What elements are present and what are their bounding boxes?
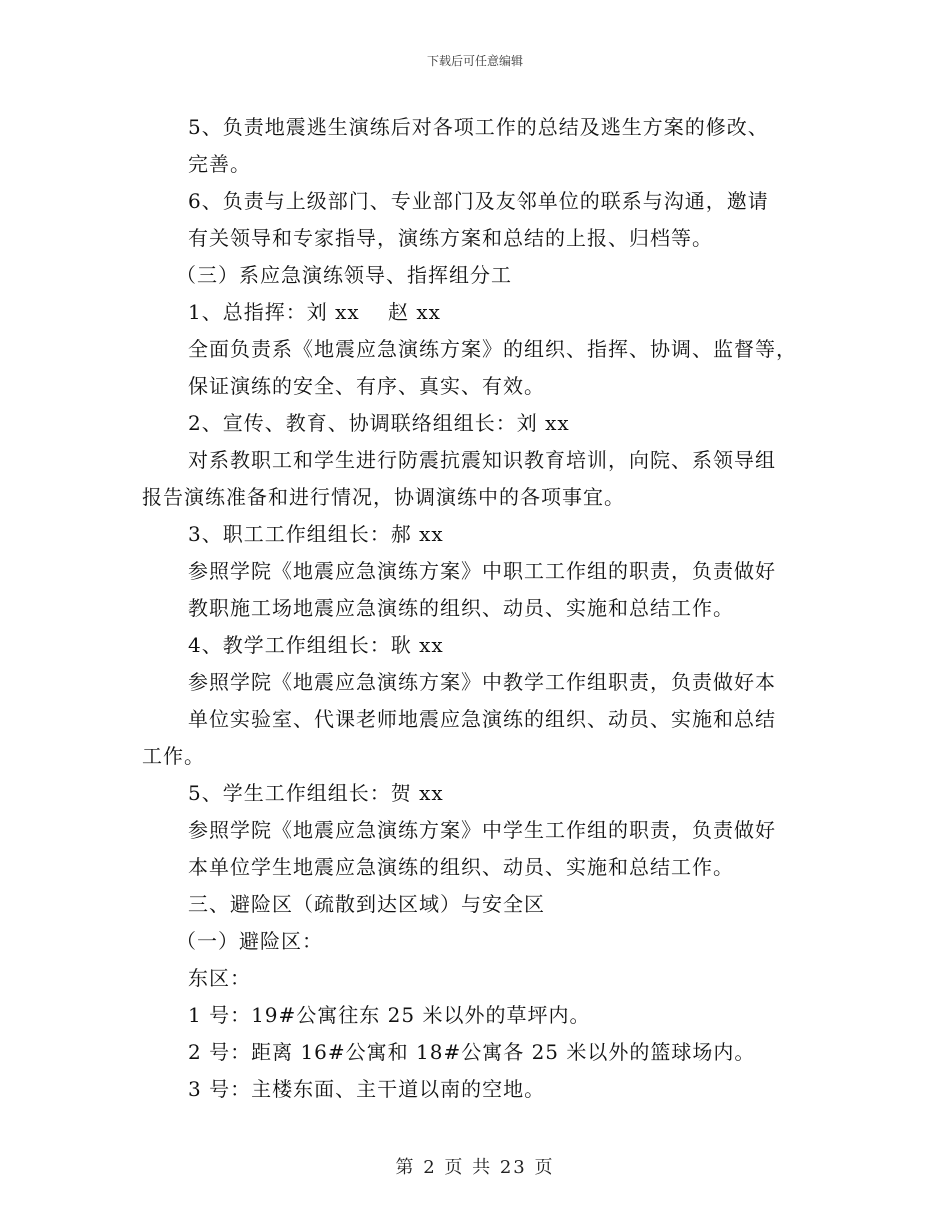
body-line: 2 号：距离 16#公寓和 18#公寓各 25 米以外的篮球场内。 <box>188 1040 756 1064</box>
body-line: 2、宣传、教育、协调联络组组长：刘 xx <box>188 411 570 435</box>
body-line: 4、教学工作组组长：耿 xx <box>188 633 444 657</box>
body-line: 东区： <box>188 966 251 990</box>
body-line: 1 号：19#公寓往东 25 米以外的草坪内。 <box>188 1003 591 1027</box>
body-line: 3、职工工作组组长：郝 xx <box>188 522 444 546</box>
page-header: 下载后可任意编辑 <box>426 54 523 68</box>
body-line: 完善。 <box>188 152 251 176</box>
body-line: 对系教职工和学生进行防震抗震知识教育培训，向院、系领导组 <box>188 448 776 472</box>
body-line: 工作。 <box>142 744 205 768</box>
body-line: 三、避险区（疏散到达区域）与安全区 <box>188 892 545 916</box>
body-line: 单位实验室、代课老师地震应急演练的组织、动员、实施和总结 <box>188 707 776 731</box>
body-line: 教职施工场地震应急演练的组织、动员、实施和总结工作。 <box>188 596 734 620</box>
body-line: 有关领导和专家指导，演练方案和总结的上报、归档等。 <box>188 226 713 250</box>
body-line: 参照学院《地震应急演练方案》中教学工作组职责，负责做好本 <box>188 670 776 694</box>
body-line: 保证演练的安全、有序、真实、有效。 <box>188 374 545 398</box>
body-line: （一）避险区： <box>176 929 323 953</box>
body-line: 5、学生工作组组长：贺 xx <box>188 781 444 805</box>
body-line: 5、负责地震逃生演练后对各项工作的总结及逃生方案的修改、 <box>188 115 769 139</box>
body-line: 本单位学生地震应急演练的组织、动员、实施和总结工作。 <box>188 855 734 879</box>
body-line: 1、总指挥：刘 xx 赵 xx <box>188 300 441 324</box>
body-line: 3 号：主楼东面、主干道以南的空地。 <box>188 1077 546 1101</box>
body-line: 参照学院《地震应急演练方案》中职工工作组的职责，负责做好 <box>188 559 776 583</box>
body-line: （三）系应急演练领导、指挥组分工 <box>176 263 512 287</box>
body-line: 全面负责系《地震应急演练方案》的组织、指挥、协调、监督等， <box>188 337 797 361</box>
body-line: 6、负责与上级部门、专业部门及友邻单位的联系与沟通，邀请 <box>188 189 769 213</box>
body-line: 参照学院《地震应急演练方案》中学生工作组的职责，负责做好 <box>188 818 776 842</box>
body-line: 报告演练准备和进行情况，协调演练中的各项事宜。 <box>142 485 625 509</box>
page-number-footer: 第 2 页 共 23 页 <box>395 1157 555 1178</box>
